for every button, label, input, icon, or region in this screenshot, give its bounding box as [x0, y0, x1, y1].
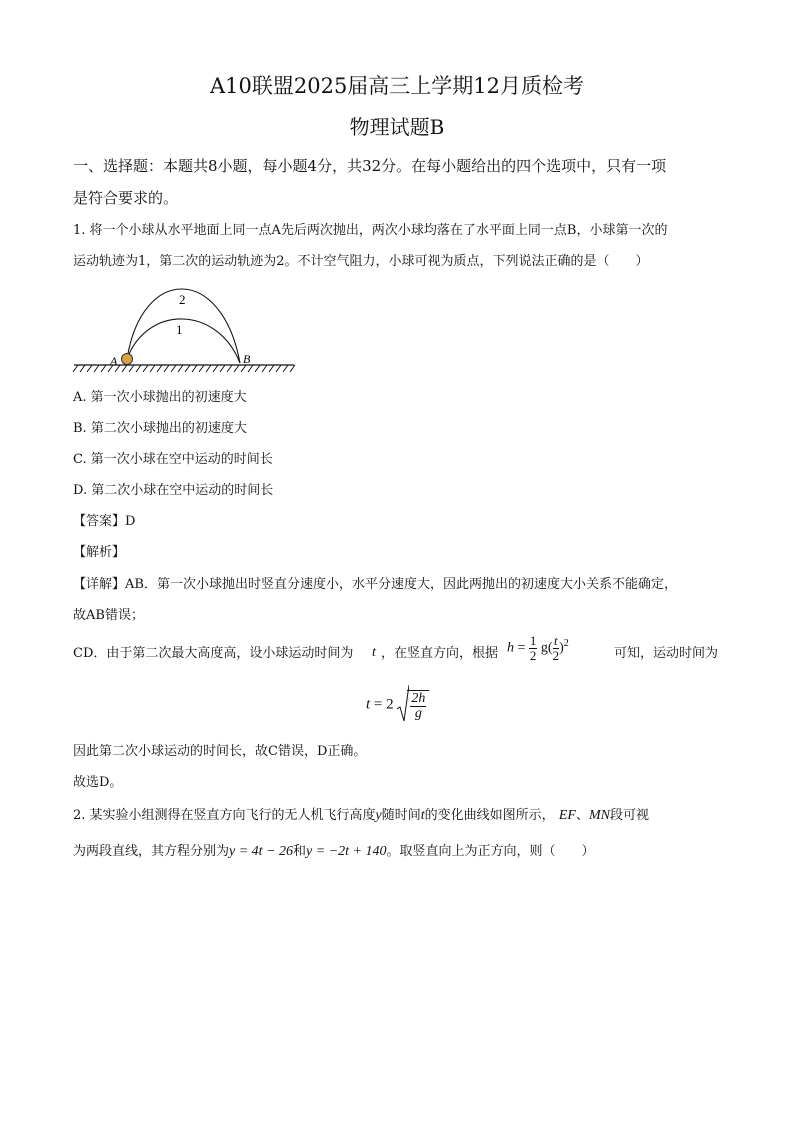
q1-cd-suffix: 可知，运动时间为 [614, 646, 719, 661]
q1-cd-prefix: CD．由于第二次最大高度高，设小球运动时间为 [73, 646, 354, 661]
equation-time: t = 2 $\frac{2h}{g}$ [366, 685, 429, 725]
q1-option-b: B. 第二次小球抛出的初速度大 [73, 421, 247, 436]
q1-choice: 故选D。 [73, 775, 123, 790]
q1-option-d: D. 第二次小球在空中运动的时间长 [73, 483, 274, 498]
ball [122, 354, 133, 365]
q1-option-c: C. 第一次小球在空中运动的时间长 [73, 452, 273, 467]
label-point-b: B [243, 352, 251, 366]
q1-cd-mid: ，在竖直方向，根据 [381, 646, 499, 661]
label-trajectory-2: 2 [179, 292, 186, 307]
q1-conclusion: 因此第二次小球运动的时间长，故C错误，D正确。 [73, 744, 367, 759]
section-heading-line1: 一、选择题：本题共8小题，每小题4分，共32分。在每小题给出的四个选项中，只有一项 [73, 157, 667, 175]
q1-detail-line1: 【详解】AB．第一次小球抛出时竖直分速度小，水平分速度大，因此两抛出的初速度大小关系不能确定， [73, 577, 677, 592]
q1-analysis-label: 【解析】 [73, 545, 126, 560]
ground-hatch [73, 365, 295, 372]
q1-stem-line1: 1. 将一个小球从水平地面上同一点A先后两次抛出，两次小球均落在了水平面上同一点B，小球第一次的 [73, 223, 668, 238]
section-heading-line2: 是符合要求的。 [73, 189, 179, 207]
trajectory-1 [127, 319, 240, 363]
q1-detail-line2: 故AB错误； [73, 608, 144, 623]
q1-stem-line2: 运动轨迹为1，第二次的运动轨迹为2。不计空气阻力，小球可视为质点，下列说法正确的是（ ） [73, 254, 649, 269]
equation-height: h = $\frac{1}{2}$ g( $\frac{t}{2}$ )$^2$ [507, 633, 569, 663]
label-trajectory-1: 1 [176, 322, 183, 337]
page-title: A10联盟2025届高三上学期12月质检考 [209, 74, 585, 98]
q1-cd-var-t: t [372, 645, 376, 660]
q2-stem-line1: 2. 某实验小组测得在竖直方向飞行的无人机飞行高度y随时间t的变化曲线如图所示， EF、MN段可视 [73, 808, 649, 823]
label-point-a: A [110, 354, 118, 368]
trajectory-figure [72, 285, 296, 377]
q2-stem-line2: 为两段直线，其方程分别为y = 4t − 26和y = −2t + 140。取竖直向上为正方向，则（ ） [73, 844, 595, 859]
q1-option-a: A. 第一次小球抛出的初速度大 [73, 390, 247, 405]
page-subtitle: 物理试题B [349, 115, 445, 139]
q1-answer: 【答案】D [73, 514, 136, 529]
